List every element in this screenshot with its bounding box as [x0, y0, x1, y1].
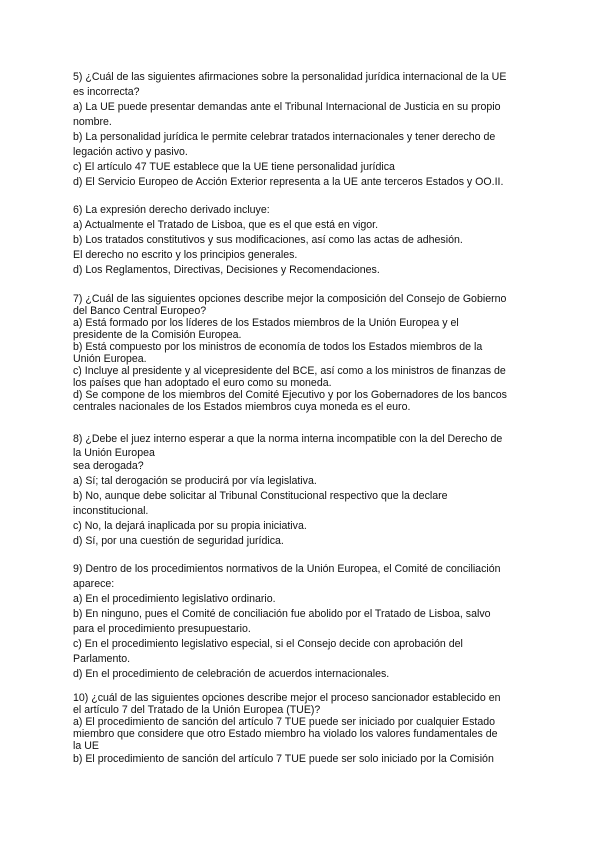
question-8-line: la Unión Europea — [73, 447, 155, 459]
question-9-line: a) En el procedimiento legislativo ordinario. — [73, 593, 276, 605]
question-9-line: aparece: — [73, 578, 115, 590]
question-8 — [73, 432, 535, 549]
question-7-line: presidente de la Comisión Europea. — [73, 329, 242, 341]
question-7-line: centrales nacionales de los Estados miembros cuya moneda es el euro. — [73, 401, 411, 413]
question-9 — [73, 562, 535, 682]
question-8-line: inconstitucional. — [73, 505, 149, 517]
question-7-line: a) Está formado por los líderes de los Estados miembros de la Unión Europea y el — [73, 317, 459, 329]
question-8-line: 8) ¿Debe el juez interno esperar a que la norma interna incompatible con la del Derecho de — [73, 433, 503, 445]
question-6-line: 6) La expresión derecho derivado incluye: — [73, 204, 270, 216]
question-6-line: El derecho no escrito y los principios generales. — [73, 249, 298, 261]
question-10 — [73, 692, 535, 767]
question-5 — [73, 70, 535, 190]
question-9-line: Parlamento. — [73, 653, 131, 665]
question-7-line: b) Está compuesto por los ministros de economía de todos los Estados miembros de la — [73, 341, 483, 353]
question-7-line: Unión Europea. — [73, 353, 147, 365]
question-7-line: del Banco Central Europeo? — [73, 305, 207, 317]
question-5-line: a) La UE puede presentar demandas ante el Tribunal Internacional de Justicia en su propio — [73, 101, 501, 113]
question-7-line: c) Incluye al presidente y al vicepresidente del BCE, así como a los ministros de finanzas de — [73, 365, 506, 377]
question-5-line: b) La personalidad jurídica le permite celebrar tratados internacionales y tener derecho de — [73, 131, 496, 143]
question-10-line: el artículo 7 del Tratado de la Unión Europea (TUE)? — [73, 704, 321, 716]
question-9-line: c) En el procedimiento legislativo especial, si el Consejo decide con aprobación del — [73, 638, 463, 650]
question-10-line: miembro que considere que otro Estado miembro ha violado los valores fundamentales de — [73, 728, 498, 740]
question-7-line: 7) ¿Cuál de las siguientes opciones describe mejor la composición del Consejo de Gobierno — [73, 293, 507, 305]
question-10-line: 10) ¿cuál de las siguientes opciones describe mejor el proceso sancionador establecido en — [73, 692, 501, 704]
question-5-line: legación activo y pasivo. — [73, 146, 188, 158]
question-5-line: 5) ¿Cuál de las siguientes afirmaciones sobre la personalidad jurídica internacional de la UE — [73, 71, 507, 83]
question-9-line: b) En ninguno, pues el Comité de conciliación fue abolido por el Tratado de Lisboa, salvo — [73, 608, 491, 620]
question-8-line: sea derogada? — [73, 460, 144, 472]
question-10-line: la UE — [73, 740, 99, 752]
question-5-line: c) El artículo 47 TUE establece que la UE tiene personalidad jurídica — [73, 161, 395, 173]
question-5-line: d) El Servicio Europeo de Acción Exterior representa a la UE ante terceros Estados y OO.II. — [73, 176, 504, 188]
question-9-line: 9) Dentro de los procedimientos normativos de la Unión Europea, el Comité de conciliación — [73, 563, 501, 575]
question-5-line: es incorrecta? — [73, 86, 140, 98]
question-9-line: para el procedimiento presupuestario. — [73, 623, 251, 635]
question-6-line: b) Los tratados constitutivos y sus modificaciones, así como las actas de adhesión. — [73, 234, 463, 246]
question-5-line: nombre. — [73, 116, 112, 128]
question-7-line: d) Se compone de los miembros del Comité Ejecutivo y por los Gobernadores de los bancos — [73, 389, 507, 401]
question-6-line: d) Los Reglamentos, Directivas, Decisiones y Recomendaciones. — [73, 264, 380, 276]
question-10-line: b) El procedimiento de sanción del artículo 7 TUE puede ser solo iniciado por la Comisión — [73, 753, 494, 765]
question-7-line: los países que han adoptado el euro como su moneda. — [73, 377, 332, 389]
question-6 — [73, 203, 535, 278]
question-8-line: a) Sí; tal derogación se producirá por vía legislativa. — [73, 475, 317, 487]
question-9-line: d) En el procedimiento de celebración de acuerdos internacionales. — [73, 668, 390, 680]
question-7 — [73, 293, 535, 413]
question-8-line: b) No, aunque debe solicitar al Tribunal Constitucional respectivo que la declare — [73, 490, 448, 502]
question-10-line: a) El procedimiento de sanción del artículo 7 TUE puede ser iniciado por cualquier Estado — [73, 716, 496, 728]
question-8-line: c) No, la dejará inaplicada por su propia iniciativa. — [73, 520, 307, 532]
question-8-line: d) Sí, por una cuestión de seguridad jurídica. — [73, 535, 284, 547]
question-6-line: a) Actualmente el Tratado de Lisboa, que es el que está en vigor. — [73, 219, 379, 231]
